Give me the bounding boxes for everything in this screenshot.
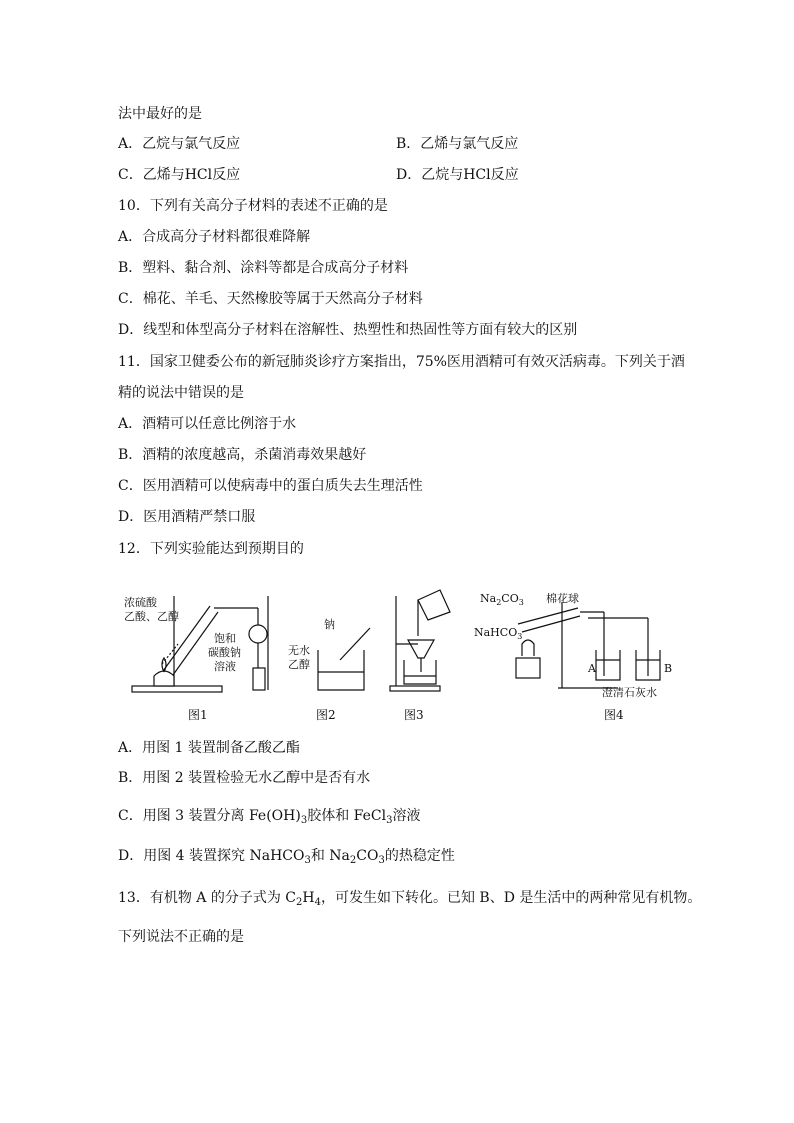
- q13-sub-2: 2: [296, 897, 303, 908]
- q11-stem-line2: 精的说法中错误的是: [118, 385, 244, 401]
- q9-option-d: D．乙烷与HCl反应: [396, 167, 519, 183]
- caption-fig1: 图1: [188, 708, 208, 722]
- fig4-sub-3a: 3: [518, 598, 524, 607]
- q12-option-c: [118, 806, 420, 826]
- q12-figures: [118, 572, 698, 724]
- q11-option-c: C．医用酒精可以使病毒中的蛋白质失去生理活性: [118, 478, 423, 494]
- fig4-label-nahco3-a: NaHCO: [474, 626, 518, 639]
- q9-option-a: A．乙烷与氯气反应: [118, 136, 241, 152]
- q11-option-a: A．酒精可以任意比例溶于水: [118, 416, 297, 432]
- fig1-label-reactants: 乙酸、乙醇: [124, 610, 179, 623]
- q12-option-a: A．用图 1 装置制备乙酸乙酯: [118, 740, 300, 756]
- fig4-label-a: A: [588, 662, 596, 675]
- q12-option-d-part4: 的热稳定性: [384, 848, 455, 864]
- q13-stem-part1: 13．有机物 A 的分子式为 C: [118, 890, 296, 906]
- q12-option-c-part1: C．用图 3 装置分离 Fe(OH): [118, 808, 301, 824]
- fig2-label-ethanol: 乙醇: [288, 658, 310, 671]
- fig2-label-sodium: 钠: [324, 618, 335, 631]
- q12-option-d: [118, 846, 455, 866]
- q10-stem: 10．下列有关高分子材料的表述不正确的是: [118, 198, 388, 214]
- q12-option-c-sub3a: 3: [300, 815, 308, 826]
- q12-option-d-part3: CO: [356, 848, 379, 864]
- q10-option-c: C．棉花、羊毛、天然橡胶等属于天然高分子材料: [118, 291, 423, 307]
- fig2-label-anhydrous: 无水: [288, 644, 310, 657]
- caption-fig4: 图4: [604, 708, 624, 722]
- q10-option-a: A．合成高分子材料都很难降解: [118, 229, 311, 245]
- q10-option-b: B．塑料、黏合剂、涂料等都是合成高分子材料: [118, 260, 409, 276]
- fig4-label-na2co3-a: Na: [480, 592, 497, 605]
- figure4-thermal-stability: [516, 602, 660, 688]
- q12-option-d-sub3a: 3: [304, 855, 311, 866]
- q13-stem-part2: H: [302, 890, 315, 906]
- fig4-label-na2co3-b: CO: [501, 592, 519, 605]
- q12-option-d-sub3b: 3: [378, 855, 385, 866]
- fig1-label-saturated: 饱和: [214, 632, 236, 645]
- q9-option-c: C．乙烯与HCl反应: [118, 167, 241, 183]
- q11-option-b: B．酒精的浓度越高，杀菌消毒效果越好: [118, 447, 367, 463]
- q12-stem: 12．下列实验能达到预期目的: [118, 541, 304, 557]
- svg-text:Na2CO3: [480, 592, 524, 607]
- q10-option-d: D．线型和体型高分子材料在溶解性、热塑性和热固性等方面有较大的区别: [118, 322, 578, 338]
- q12-option-c-part3: 溶液: [392, 808, 421, 824]
- q12-option-d-sub2: 2: [349, 855, 357, 866]
- q13-stem-line1: [118, 888, 701, 908]
- q12-option-d-part1: D．用图 4 装置探究 NaHCO: [118, 848, 305, 864]
- q12-option-d-part2: 和 Na: [310, 848, 350, 864]
- fig4-label-limewater: 澄清石灰水: [602, 686, 657, 699]
- fig4-label-b: B: [664, 662, 673, 675]
- fig4-label-cotton: 棉花球: [546, 592, 579, 605]
- q9-stem-end: 法中最好的是: [118, 106, 202, 122]
- q13-stem-line2: 下列说法不正确的是: [118, 929, 244, 945]
- fig4-sub-3b: 3: [517, 632, 523, 641]
- q13-sub-4: 4: [314, 897, 321, 908]
- fig1-label-carbonate: 碳酸钠: [208, 646, 241, 659]
- q9-option-b: B．乙烯与氯气反应: [396, 136, 519, 152]
- q12-option-c-sub3b: 3: [386, 815, 393, 826]
- caption-fig2: 图2: [316, 708, 336, 722]
- q11-stem-line1: 11．国家卫健委公布的新冠肺炎诊疗方案指出，75%医用酒精可有效灭活病毒。下列关于酒: [118, 354, 685, 370]
- figure2-beaker-sodium: [318, 628, 370, 690]
- figure3-filtration: [390, 590, 450, 691]
- svg-text:NaHCO3: [474, 626, 522, 641]
- q11-option-d: D．医用酒精严禁口服: [118, 509, 256, 525]
- q12-option-b: B．用图 2 装置检验无水乙醇中是否有水: [118, 770, 371, 786]
- caption-fig3: 图3: [404, 708, 424, 722]
- fig1-label-solution: 溶液: [214, 660, 236, 673]
- fig4-sub-2: 2: [496, 598, 502, 607]
- q13-stem-part3: ，可发生如下转化。已知 B、D 是生活中的两种常见有机物。: [320, 890, 702, 906]
- fig1-label-acid: 浓硫酸: [124, 596, 157, 609]
- q12-option-c-part2: 胶体和 FeCl: [307, 808, 387, 824]
